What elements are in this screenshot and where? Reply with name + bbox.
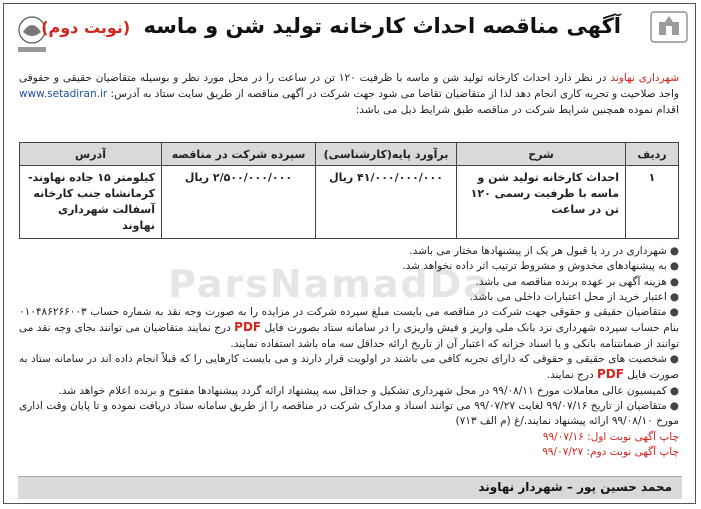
col-estimate-header: برآورد پایه(کارشناسی)	[316, 143, 457, 166]
intro-text-1: در نظر دارد احداث کارخانه تولید شن و ماسه با ظرفیت ۱۲۰ تن در ساعت را در محل مورد نظر و بوسیله متقاضیان حقیقی و حقوقی واجد صلاحیت و تجربه کاری انجام دهد لذا از متقاضیان تقاضا می شود جهت شرکت در آگهی مناقصه از طریق سایت ستاد به آدرس:	[19, 72, 679, 100]
list-item: ●متقاضیان از تاریخ ۹۹/۰۷/۱۶ لغایت ۹۹/۰۷/۲۷ می توانند اسناد و مدارک شرکت در مناقصه را از طریق سامانه ستاد دریافت نموده و تا پایان وقت اداری مورخ ۹۹/۰۸/۱۰ ارائه پیشنهاد نمایند./غ (م الف ۷۱۳)	[19, 399, 680, 428]
list-item: ●به پیشنهادهای مخدوش و مشروط ترتیب اثر داده نخواهد شد.	[402, 260, 679, 273]
col-deposit-header: سپرده شرکت در مناقصه	[162, 143, 316, 166]
intro-paragraph	[19, 70, 679, 118]
issuer-name: شهرداری نهاوند	[610, 72, 680, 84]
list-item: ●متقاضیان حقیقی و حقوقی جهت شرکت در مناقصه می بایست مبلغ سپرده شرکت در مزایده را به صورت وجه نقد به شماره حساب ۰۱۰۴۸۶۲۶۶۰۰۳ بنام حساب سپرده شهرداری نزد بانک ملی واریز و فیش واریزی را در سامانه ستاد بصورت فایل PDF درج نمایند متقاضیان می توانند بجای وجه نقد می توانند از ضمانتنامه بانکی و یا اسناد خزانه که اعتبار آن از تاریخ ارائه حداقل سه ماه باشد استفاده نمایند.	[19, 306, 679, 350]
tender-table	[19, 142, 679, 239]
list-item: ●اعتبار خرید از محل اعتبارات داخلی می باشد.	[469, 290, 679, 303]
title-round: (نوبت دوم)	[41, 18, 131, 37]
page-title	[41, 14, 621, 38]
cell-description: احداث کارخانه تولید شن و ماسه با ظرفیت رسمی ۱۲۰ تن در ساعت	[457, 166, 626, 239]
conditions-list	[19, 244, 679, 460]
list-item: ●شخصیت های حقیقی و حقوقی که دارای تجربه کافی می باشند در اولویت قرار دارند و می بایست کارهایی را که قبلاً انجام داده اند در سامانه ستاد به صورت فایل PDF درج نمایند.	[19, 353, 679, 382]
cell-address: کیلومتر ۱۵ جاده نهاوند- کرمانشاه جنب کارخانه آسفالت شهرداری نهاوند	[20, 166, 162, 239]
table-header-row	[20, 143, 679, 166]
intro-text-2: اقدام نموده همچنین شرایط شرکت در مناقصه طبق شرایط ذیل می باشد:	[355, 104, 679, 116]
cell-row-number: ۱	[626, 166, 679, 239]
col-row-header: ردیف	[626, 143, 679, 166]
setad-website-link[interactable]: www.setadiran.ir	[19, 88, 108, 100]
print-date-second: چاپ آگهی نوبت دوم: ۹۹/۰۷/۲۷	[542, 445, 679, 458]
cell-estimate: ۴۱/۰۰۰/۰۰۰/۰۰۰ ریال	[316, 166, 457, 239]
list-item: ●هزینه آگهی بر عهده برنده مناقصه می باشد.	[475, 275, 679, 288]
title-main: آگهی مناقصه احداث کارخانه تولید شن و ماسه	[143, 14, 621, 38]
watermark: ParsNamadDa	[168, 262, 491, 306]
table-row	[20, 166, 679, 239]
municipality-logo-icon	[649, 10, 689, 52]
list-item: ●شهرداری در رد یا قبول هر یک از پیشنهادها مختار می باشد.	[409, 245, 679, 257]
footer-bar	[18, 476, 682, 499]
signature: محمد حسین پور – شهردار نهاوند	[478, 480, 672, 494]
list-item: ●کمیسیون عالی معاملات مورخ ۹۹/۰۸/۱۱ در محل شهرداری تشکیل و جداقل سه پیشنهاد ارائه گردد پیشنهادها مفتوح و برنده اعلام خواهد شد.	[58, 384, 679, 397]
cell-deposit: ۲/۵۰۰/۰۰۰/۰۰۰ ریال	[162, 166, 316, 239]
print-date-first: چاپ آگهی نوبت اول: ۹۹/۰۷/۱۶	[542, 430, 679, 443]
col-description-header: شرح	[457, 143, 626, 166]
col-address-header: آدرس	[20, 143, 162, 166]
